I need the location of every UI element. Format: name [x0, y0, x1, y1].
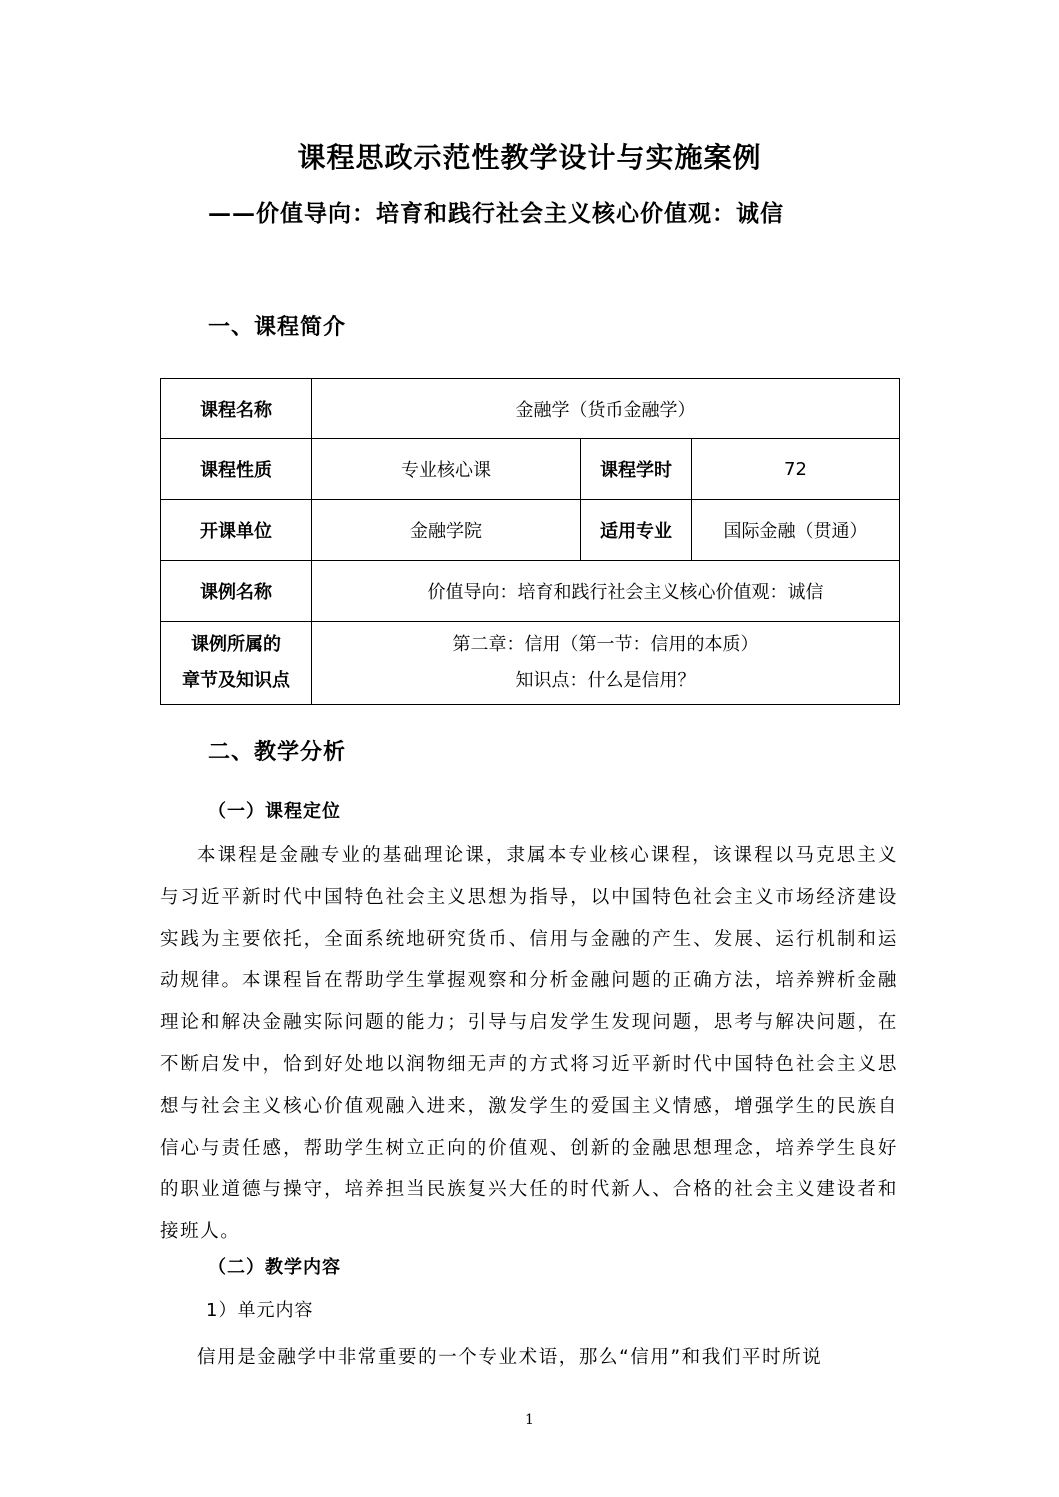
- course-name-label: 课程名称: [161, 379, 312, 439]
- chapter-label-line1: 课例所属的: [191, 634, 281, 655]
- case-name-value: 价值导向：培育和践行社会主义核心价值观：诚信: [312, 561, 900, 622]
- chapter-label: [161, 622, 312, 705]
- case-name-label: 课例名称: [161, 561, 312, 622]
- course-hours-value: 72: [692, 439, 900, 500]
- course-positioning-paragraph: 本课程是金融专业的基础理论课，隶属本专业核心课程，该课程以马克思主义与习近平新时代中国特色社会主义思想为指导，以中国特色社会主义市场经济建设实践为主要依托，全面系统地研究货币、信用与金融的产生、发展、运行机制和运动规律。本课程旨在帮助学生掌握观察和分析金融问题的正确方法，培养辨析金融理论和解决金融实际问题的能力；引导与启发学生发现问题，思考与解决问题，在不断启发中，恰到好处地以润物细无声的方式将习近平新时代中国特色社会主义思想与社会主义核心价值观融入进来，激发学生的爱国主义情感，增强学生的民族自信心与责任感，帮助学生树立正向的价值观、创新的金融思想理念，培养学生良好的职业道德与操守，培养担当民族复兴大任的时代新人、合格的社会主义建设者和接班人。: [160, 845, 898, 1243]
- course-hours-label: 课程学时: [581, 439, 692, 500]
- course-nature-value: 专业核心课: [312, 439, 581, 500]
- document-subtitle: ——价值导向：培育和践行社会主义核心价值观：诚信: [208, 200, 784, 227]
- table-row: [161, 500, 900, 561]
- offering-unit-label: 开课单位: [161, 500, 312, 561]
- document-title: 课程思政示范性教学设计与实施案例: [297, 141, 762, 174]
- table-row: [161, 379, 900, 439]
- chapter-value-line2: 知识点：什么是信用？: [515, 670, 696, 691]
- applicable-major-value: 国际金融（贯通）: [692, 500, 900, 561]
- chapter-value: [312, 622, 900, 705]
- chapter-value-line1: 第二章：信用（第一节：信用的本质）: [452, 634, 759, 655]
- unit-content-label: 1）单元内容: [206, 1300, 314, 1321]
- table-row: [161, 439, 900, 500]
- table-row: [161, 622, 900, 705]
- applicable-major-label: 适用专业: [581, 500, 692, 561]
- section-heading-course-intro: 一、课程简介: [208, 314, 347, 340]
- course-name-value: 金融学（货币金融学）: [312, 379, 900, 439]
- table-row: [161, 561, 900, 622]
- course-nature-label: 课程性质: [161, 439, 312, 500]
- chapter-label-line2: 章节及知识点: [182, 670, 290, 691]
- subheading-course-positioning: （一）课程定位: [208, 801, 341, 822]
- page-number: 1: [525, 1412, 534, 1428]
- section-heading-teaching-analysis: 二、教学分析: [208, 739, 347, 765]
- offering-unit-value: 金融学院: [312, 500, 581, 561]
- subheading-teaching-content: （二）教学内容: [208, 1257, 341, 1278]
- course-info-table: [160, 378, 900, 705]
- teaching-content-paragraph: 信用是金融学中非常重要的一个专业术语，那么“信用”和我们平时所说: [197, 1347, 823, 1368]
